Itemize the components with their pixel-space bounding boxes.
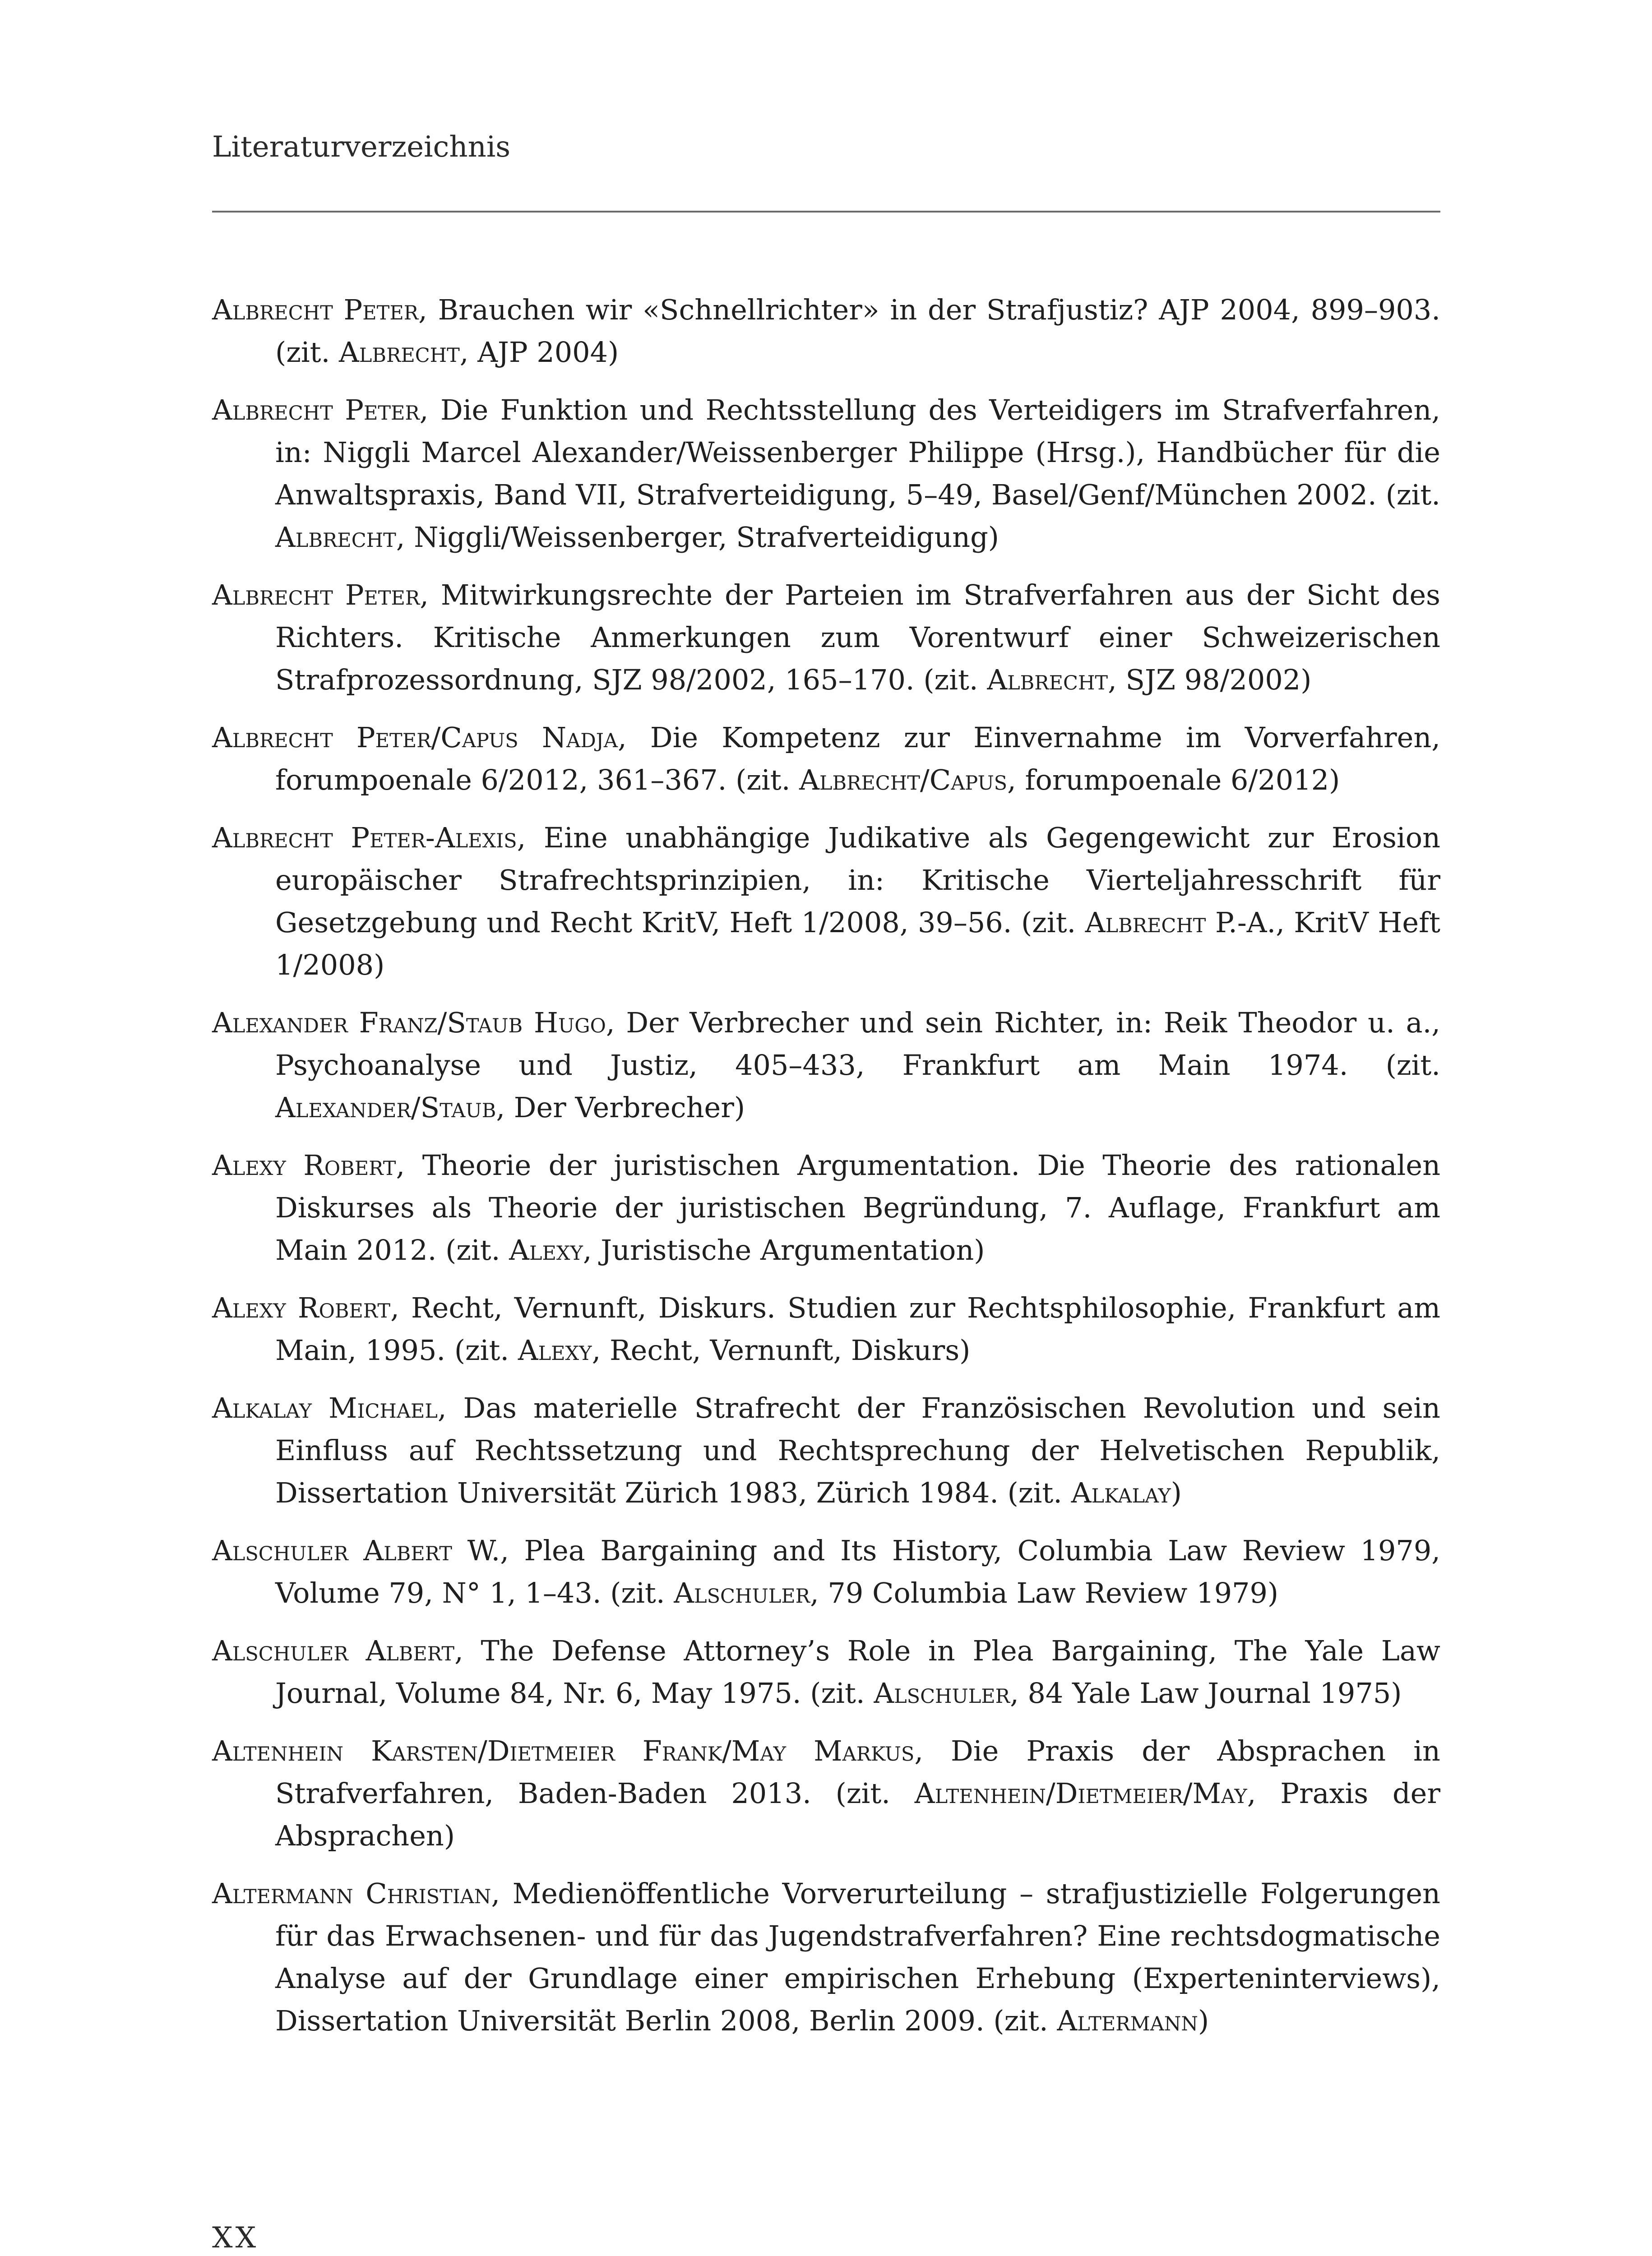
entry-citation-author: Alexander/Staub: [275, 1091, 496, 1124]
bibliography-entry: [212, 289, 1440, 374]
bibliography-entry: [212, 1730, 1440, 1857]
entry-text: , Das materielle Strafrecht der Französischen Revolution und sein Einfluss auf Rechtssetzung und Rechtsprechung der Helvetischen Republik, Dissertation Universität Zürich 1983, Zürich 1984. (zit.: [275, 1392, 1440, 1509]
entry-citation-author: Albrecht: [275, 521, 396, 554]
entry-citation-text: , Der Verbrecher): [496, 1091, 745, 1124]
entry-citation-author: Alschuler: [674, 1576, 810, 1609]
entry-citation-text: , SJZ 98/2002): [1108, 663, 1312, 696]
entry-author: Alschuler Albert: [212, 1634, 455, 1667]
entry-citation-text: , Recht, Vernunft, Diskurs): [592, 1334, 971, 1367]
entry-text: W., Plea Bargaining and Its History, Columbia Law Review 1979, Volume 79, N° 1, 1–43. (zit.: [275, 1534, 1440, 1609]
entry-citation-author: Alkalay: [1071, 1476, 1171, 1509]
entry-citation-text: ): [1171, 1476, 1182, 1509]
entry-citation-text: , forumpoenale 6/2012): [1007, 763, 1340, 796]
entry-author: Alkalay Michael: [212, 1392, 438, 1424]
entry-author: Albrecht Peter-Alexis: [212, 821, 517, 854]
entry-text: , Medienöffentliche Vorverurteilung – strafjustizielle Folgerungen für das Erwachsenen- und für das Jugendstrafverfahren? Eine rechtsdogmatische Analyse auf der Grundlage einer empirischen Erhebung (Experteninterviews), Dissertation Universität Berlin 2008, Berlin 2009. (zit.: [275, 1877, 1440, 2037]
entry-author: Altermann Christian: [212, 1877, 491, 1910]
entry-author: Alexy Robert: [212, 1149, 396, 1182]
entry-citation-author: Alexy: [509, 1234, 583, 1267]
header-rule: [212, 211, 1440, 213]
entry-citation-text: , Praxis der Absprachen): [275, 1777, 1441, 1852]
entry-text: , Die Funktion und Rechtsstellung des Verteidigers im Strafverfahren, in: Niggli Marcel Alexander/Weissenberger Philippe (Hrsg.), Handbücher für die Anwaltspraxis, Band VII, Strafverteidigung, 5–49, Basel/Genf/München 2002. (zit.: [275, 393, 1440, 511]
entry-text: , Mitwirkungsrechte der Parteien im Strafverfahren aus der Sicht des Richters. Kritische Anmerkungen zum Vorentwurf einer Schweizerischen Strafprozessordnung, SJZ 98/2002, 165–170. (zit.: [275, 578, 1440, 696]
running-header: Literaturverzeichnis: [212, 130, 511, 164]
bibliography-entry: [212, 1144, 1440, 1271]
entry-text: , Brauchen wir «Schnellrichter» in der Strafjustiz? AJP 2004, 899–903. (zit.: [275, 293, 1440, 369]
entry-citation-author: Alschuler: [874, 1677, 1010, 1710]
entry-citation-text: , AJP 2004): [459, 336, 619, 369]
bibliography-entry: [212, 817, 1440, 986]
entry-citation-text: , 79 Columbia Law Review 1979): [810, 1576, 1279, 1609]
bibliography-entry: [212, 1530, 1440, 1614]
bibliography-entry: [212, 1387, 1440, 1514]
bibliography-entry: [212, 717, 1440, 801]
entry-author: Albrecht Peter: [212, 578, 420, 611]
entry-text: , Die Kompetenz zur Einvernahme im Vorverfahren, forumpoenale 6/2012, 361–367. (zit.: [275, 721, 1440, 796]
entry-text: , Die Praxis der Absprachen in Strafverfahren, Baden-Baden 2013. (zit.: [275, 1734, 1440, 1810]
entry-author: Albrecht Peter: [212, 393, 420, 426]
entry-author: Altenhein Karsten/Dietmeier Frank/May Markus: [212, 1734, 915, 1767]
entry-citation-author: Albrecht: [339, 336, 460, 369]
bibliography-entry: [212, 389, 1440, 559]
entry-author: Alschuler Albert: [212, 1534, 452, 1567]
entry-author: Albrecht Peter/Capus Nadja: [212, 721, 618, 754]
entry-text: , Der Verbrecher und sein Richter, in: Reik Theodor u. a., Psychoanalyse und Justiz, 405–433, Frankfurt am Main 1974. (zit.: [275, 1006, 1440, 1082]
entry-citation-author: Albrecht: [987, 663, 1108, 696]
bibliography-list: [212, 289, 1440, 2057]
bibliography-entry: [212, 1002, 1440, 1129]
entry-citation-text: ): [1198, 2004, 1209, 2037]
bibliography-entry: [212, 1872, 1440, 2042]
entry-citation-author: Altenhein/Dietmeier/May: [914, 1777, 1247, 1810]
bibliography-entry: [212, 1287, 1440, 1372]
entry-citation-author: Albrecht: [1085, 906, 1206, 939]
entry-text: , The Defense Attorney’s Role in Plea Bargaining, The Yale Law Journal, Volume 84, Nr. 6, May 1975. (zit.: [275, 1634, 1440, 1710]
entry-citation-text: , Juristische Argumentation): [583, 1234, 985, 1267]
entry-text: , Eine unabhängige Judikative als Gegengewicht zur Erosion europäischer Strafrechtsprinzipien, in: Kritische Vierteljahresschrift für Gesetzgebung und Recht KritV, Heft 1/2008, 39–56. (zit.: [275, 821, 1440, 939]
bibliography-entry: [212, 574, 1440, 701]
entry-citation-text: , 84 Yale Law Journal 1975): [1010, 1677, 1402, 1710]
entry-citation-author: Altermann: [1057, 2004, 1199, 2037]
entry-citation-text: , Niggli/Weissenberger, Strafverteidigung): [396, 521, 999, 554]
entry-author: Alexander Franz/Staub Hugo: [212, 1006, 606, 1039]
entry-text: , Recht, Vernunft, Diskurs. Studien zur Rechtsphilosophie, Frankfurt am Main, 1995. (zit.: [275, 1291, 1441, 1367]
entry-text: , Theorie der juristischen Argumentation. Die Theorie des rationalen Diskurses als Theorie der juristischen Begründung, 7. Auflage, Frankfurt am Main 2012. (zit.: [275, 1149, 1440, 1267]
page-number: XX: [212, 2221, 259, 2255]
entry-author: Albrecht Peter: [212, 293, 419, 326]
entry-citation-author: Albrecht/Capus: [799, 763, 1008, 796]
bibliography-entry: [212, 1630, 1440, 1715]
entry-citation-author: Alexy: [518, 1334, 592, 1367]
entry-author: Alexy Robert: [212, 1291, 391, 1324]
entry-citation-text: P.-A., KritV Heft 1/2008): [275, 906, 1440, 981]
